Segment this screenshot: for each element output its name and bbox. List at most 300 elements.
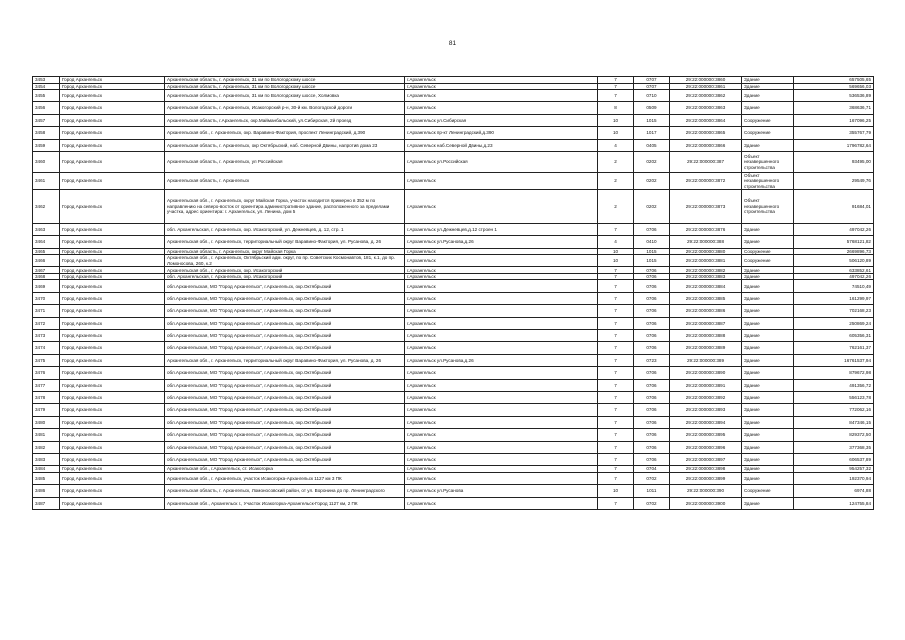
cell-row-number: 3469 xyxy=(33,280,60,292)
cell-value: 6974,88 xyxy=(794,485,874,497)
cell-location: г.Архангельск xyxy=(405,255,598,267)
cell-municipality: Город Архангельск xyxy=(60,466,165,473)
cell-address: обл.Архангельская, МО "Город Архангельск", г.Архангельск, окр.Октябрьский xyxy=(165,391,405,403)
cell-address: обл.Архангельская, МО "Город Архангельск", г.Архангельск, окр.Октябрьский xyxy=(165,429,405,441)
cell-location: г.Архангельск xyxy=(405,429,598,441)
cell-location: г.Архангельск xyxy=(405,379,598,391)
cell-group-code: 7 xyxy=(598,280,634,292)
cell-row-number: 3463 xyxy=(33,223,60,235)
cell-group-code: 7 xyxy=(598,267,634,274)
cell-row-number: 3453 xyxy=(33,77,60,84)
cell-address: обл.Архангельская, МО "Город Архангельск", г.Архангельск, окр.Октябрьский xyxy=(165,330,405,342)
cell-address: Архангельская обл., г. Архангельск, окр. Варавино-Фактория, проспект Ленинградский, д.390 xyxy=(165,127,405,139)
cell-address: Архангельская область, г.Архангельск, окр.Майманбальский, ул.Сибирская, 2й проезд xyxy=(165,114,405,126)
cell-municipality: Город Архангельск xyxy=(60,248,165,255)
cell-location: г.Архангельск xyxy=(405,330,598,342)
table-row xyxy=(33,404,874,416)
cell-value: 355767,79 xyxy=(794,127,874,139)
cell-group-code: 7 xyxy=(598,342,634,354)
cell-municipality: Город Архангельск xyxy=(60,77,165,84)
cell-row-number: 3485 xyxy=(33,472,60,484)
cell-row-number: 3482 xyxy=(33,441,60,453)
cell-cadastral-number: 29:22:000000:3899 xyxy=(670,472,742,484)
cell-object-type: Здание xyxy=(742,330,794,342)
cell-row-number: 3460 xyxy=(33,151,60,172)
cell-location: г.Архангельск xyxy=(405,102,598,114)
cell-location: г.Архангельск xyxy=(405,280,598,292)
cell-object-type: Здание xyxy=(742,292,794,304)
cell-subgroup-code: 0706 xyxy=(634,317,670,329)
table-row xyxy=(33,453,874,465)
cell-group-code: 7 xyxy=(598,404,634,416)
cell-address: Архангельская обл., г. Архангельск, окр. Исакогорский xyxy=(165,267,405,274)
cell-subgroup-code: 0707 xyxy=(634,77,670,84)
cell-group-code: 7 xyxy=(598,354,634,366)
cell-municipality: Город Архангельск xyxy=(60,429,165,441)
cell-location: г.Архангельск xyxy=(405,453,598,465)
cell-cadastral-number: 29:22:000000:3876 xyxy=(670,223,742,235)
cell-object-type: Здание xyxy=(742,83,794,90)
cell-group-code: 7 xyxy=(598,90,634,102)
cell-group-code: 7 xyxy=(598,273,634,280)
cell-municipality: Город Архангельск xyxy=(60,305,165,317)
cell-value: 74510,49 xyxy=(794,280,874,292)
cell-address: Архангельская область, г. Архангельск xyxy=(165,172,405,189)
cell-location: г.Архангельск xyxy=(405,189,598,223)
cell-row-number: 3470 xyxy=(33,292,60,304)
cell-location: г.Архангельск ул.Русанова xyxy=(405,485,598,497)
cell-address: Архангельская обл., Архангельск г., Участок Исакогорка-Архангельск-Город 1127 км, 2 ПК xyxy=(165,497,405,509)
cell-municipality: Город Архангельск xyxy=(60,189,165,223)
cell-value: 192370,94 xyxy=(794,472,874,484)
cell-location: г.Архангельск xyxy=(405,342,598,354)
cell-value: 16761537,94 xyxy=(794,354,874,366)
cell-location: г.Архангельск xyxy=(405,466,598,473)
cell-row-number: 3455 xyxy=(33,90,60,102)
cell-subgroup-code: 0723 xyxy=(634,354,670,366)
cell-subgroup-code: 0706 xyxy=(634,453,670,465)
cell-row-number: 3464 xyxy=(33,236,60,248)
cell-object-type: Сооружение xyxy=(742,127,794,139)
cell-object-type: Здание xyxy=(742,497,794,509)
cell-municipality: Город Архангельск xyxy=(60,342,165,354)
cell-group-code: 7 xyxy=(598,466,634,473)
cell-cadastral-number: 29:22:000000:3891 xyxy=(670,379,742,391)
cell-municipality: Город Архангельск xyxy=(60,391,165,403)
cell-subgroup-code: 0706 xyxy=(634,429,670,441)
cell-group-code: 7 xyxy=(598,305,634,317)
cell-subgroup-code: 0706 xyxy=(634,267,670,274)
cell-object-type: Сооружение xyxy=(742,114,794,126)
cell-address: обл.Архангельская, МО "Город Архангельск", г.Архангельск, окр.Октябрьский xyxy=(165,404,405,416)
cell-row-number: 3484 xyxy=(33,466,60,473)
cell-address: Архангельская область, г. Архангельск, Ломоносовский район, от ул. Воронина до пр. Ленинградского xyxy=(165,485,405,497)
cell-value: 569656,03 xyxy=(794,83,874,90)
cell-row-number: 3454 xyxy=(33,83,60,90)
cell-subgroup-code: 0706 xyxy=(634,280,670,292)
cell-address: обл. Архангельская, г. Архангельск, окр. Исакогорский xyxy=(165,273,405,280)
cell-group-code: 7 xyxy=(598,292,634,304)
cell-row-number: 3462 xyxy=(33,189,60,223)
cell-location: г.Архангельск xyxy=(405,391,598,403)
cell-location: г.Архангельск xyxy=(405,497,598,509)
cell-address: Архангельская обл., г. Архангельск, Октябрьский адм. округ, по пр. Советских Космонавтов, 181, к.1, до пр. Ломоносова, 260, к.2 xyxy=(165,255,405,267)
cell-value: 657505,65 xyxy=(794,77,874,84)
cell-cadastral-number: 29:22:000000:3900 xyxy=(670,497,742,509)
cell-row-number: 3475 xyxy=(33,354,60,366)
cell-location: г.Архангельск ул.Дежневцев,д.12 строен 1 xyxy=(405,223,598,235)
cell-subgroup-code: 0702 xyxy=(634,472,670,484)
cell-row-number: 3487 xyxy=(33,497,60,509)
cell-municipality: Город Архангельск xyxy=(60,151,165,172)
cell-cadastral-number: 29:22:000000:3888 xyxy=(670,330,742,342)
cell-subgroup-code: 0702 xyxy=(634,497,670,509)
cell-group-code: 7 xyxy=(598,429,634,441)
table-row xyxy=(33,354,874,366)
cell-address: Архангельская область, г. Архангельск, 31 км по Вологодскому шоссе xyxy=(165,77,405,84)
cell-location: г.Архангельск xyxy=(405,172,598,189)
table-row xyxy=(33,416,874,428)
cell-object-type: Здание xyxy=(742,342,794,354)
cell-value: 633852,61 xyxy=(794,267,874,274)
cell-address: обл.Архангельская, МО "Город Архангельск", г.Архангельск, окр.Октябрьский xyxy=(165,453,405,465)
cell-object-type: Сооружение xyxy=(742,248,794,255)
cell-subgroup-code: 1015 xyxy=(634,248,670,255)
cell-cadastral-number: 29:22:000000:3889 xyxy=(670,342,742,354)
cell-cadastral-number: 29:22:000000:3883 xyxy=(670,273,742,280)
cell-municipality: Город Архангельск xyxy=(60,497,165,509)
cell-row-number: 3477 xyxy=(33,379,60,391)
cell-cadastral-number: 29:22:000000:3895 xyxy=(670,429,742,441)
cell-municipality: Город Архангельск xyxy=(60,255,165,267)
cell-cadastral-number: 29:22:000000:3861 xyxy=(670,83,742,90)
cell-location: г.Архангельск xyxy=(405,248,598,255)
cell-row-number: 3480 xyxy=(33,416,60,428)
cell-object-type: Здание xyxy=(742,391,794,403)
cell-address: Архангельская обл., г. Архангельск, участок Исакогорка-Архангельск 1127 км 3 ПК xyxy=(165,472,405,484)
table-row xyxy=(33,429,874,441)
cell-group-code: 7 xyxy=(598,83,634,90)
cell-location: г.Архангельск ул.Сибирская xyxy=(405,114,598,126)
cell-location: г.Архангельск xyxy=(405,441,598,453)
cell-object-type: Здание xyxy=(742,267,794,274)
property-table xyxy=(32,76,874,510)
cell-object-type: Здание xyxy=(742,379,794,391)
cell-value: 762161,37 xyxy=(794,342,874,354)
cell-object-type: Здание xyxy=(742,404,794,416)
cell-cadastral-number: 29:22:000000:390 xyxy=(670,485,742,497)
cell-location: г.Архангельск ул.Русанова,д.26 xyxy=(405,236,598,248)
cell-subgroup-code: 1011 xyxy=(634,485,670,497)
cell-object-type: Сооружение xyxy=(742,255,794,267)
cell-subgroup-code: 0706 xyxy=(634,367,670,379)
cell-value: 847346,15 xyxy=(794,416,874,428)
cell-address: обл.Архангельская, МО "Город Архангельск", г.Архангельск, окр.Октябрьский xyxy=(165,280,405,292)
cell-value: 497042,26 xyxy=(794,223,874,235)
cell-subgroup-code: 0706 xyxy=(634,330,670,342)
table-row xyxy=(33,485,874,497)
cell-value: 2669896,73 xyxy=(794,248,874,255)
cell-subgroup-code: 0706 xyxy=(634,292,670,304)
cell-cadastral-number: 29:22:000000:389 xyxy=(670,354,742,366)
cell-location: г.Архангельск xyxy=(405,292,598,304)
cell-value: 606537,89 xyxy=(794,453,874,465)
cell-value: 161299,97 xyxy=(794,292,874,304)
cell-municipality: Город Архангельск xyxy=(60,416,165,428)
cell-location: г.Архангельск xyxy=(405,90,598,102)
cell-cadastral-number: 29:22:000000:3880 xyxy=(670,248,742,255)
cell-group-code: 7 xyxy=(598,379,634,391)
cell-subgroup-code: 1015 xyxy=(634,255,670,267)
cell-value: 93495,00 xyxy=(794,151,874,172)
cell-address: обл.Архангельская, МО "Город Архангельск", г.Архангельск, окр.Октябрьский xyxy=(165,416,405,428)
cell-cadastral-number: 29:22:000000:3882 xyxy=(670,267,742,274)
cell-cadastral-number: 29:22:000000:3896 xyxy=(670,441,742,453)
cell-group-code: 7 xyxy=(598,416,634,428)
table-row xyxy=(33,317,874,329)
cell-municipality: Город Архангельск xyxy=(60,236,165,248)
cell-subgroup-code: 0706 xyxy=(634,273,670,280)
cell-group-code: 7 xyxy=(598,317,634,329)
cell-location: г.Архангельск пр-кт Ленинградский,д.390 xyxy=(405,127,598,139)
cell-value: 497042,26 xyxy=(794,273,874,280)
cell-group-code: 2 xyxy=(598,189,634,223)
cell-object-type: Здание xyxy=(742,77,794,84)
cell-value: 368636,71 xyxy=(794,102,874,114)
cell-object-type: Здание xyxy=(742,90,794,102)
cell-row-number: 3483 xyxy=(33,453,60,465)
cell-row-number: 3461 xyxy=(33,172,60,189)
table-row xyxy=(33,189,874,223)
cell-object-type: Здание xyxy=(742,429,794,441)
cell-cadastral-number: 29:22:000000:3862 xyxy=(670,90,742,102)
cell-address: обл.Архангельская, МО "Город Архангельск", г.Архангельск, окр.Октябрьский xyxy=(165,317,405,329)
cell-address: Архангельская область, г. Архангельск, ул Российская xyxy=(165,151,405,172)
cell-cadastral-number: 29:22:000000:3864 xyxy=(670,114,742,126)
cell-object-type: Здание xyxy=(742,367,794,379)
cell-object-type: Здание xyxy=(742,354,794,366)
cell-value: 377368,35 xyxy=(794,441,874,453)
cell-cadastral-number: 29:22:000000:3863 xyxy=(670,102,742,114)
table-row xyxy=(33,305,874,317)
cell-address: Архангельская обл., г. Архангельск, территориальный округ Варавино-Фактория, ул. Русанова, д. 26 xyxy=(165,236,405,248)
cell-value: 5768121,82 xyxy=(794,236,874,248)
cell-group-code: 7 xyxy=(598,472,634,484)
cell-object-type: Здание xyxy=(742,453,794,465)
cell-value: 250869,24 xyxy=(794,317,874,329)
cell-value: 1796782,64 xyxy=(794,139,874,151)
cell-municipality: Город Архангельск xyxy=(60,83,165,90)
cell-subgroup-code: 0405 xyxy=(634,139,670,151)
cell-location: г.Архангельск xyxy=(405,267,598,274)
table-row xyxy=(33,280,874,292)
cell-location: г.Архангельск ул.Русанова,д.26 xyxy=(405,354,598,366)
cell-cadastral-number: 29:22:000000:3890 xyxy=(670,367,742,379)
cell-object-type: Здание xyxy=(742,280,794,292)
cell-subgroup-code: 0706 xyxy=(634,305,670,317)
cell-location: г.Архангельск xyxy=(405,404,598,416)
cell-row-number: 3468 xyxy=(33,273,60,280)
cell-municipality: Город Архангельск xyxy=(60,90,165,102)
cell-object-type: Здание xyxy=(742,416,794,428)
cell-location: г.Архангельск xyxy=(405,273,598,280)
cell-cadastral-number: 29:22:000000:3884 xyxy=(670,280,742,292)
cell-group-code: 10 xyxy=(598,255,634,267)
cell-row-number: 3481 xyxy=(33,429,60,441)
cell-row-number: 3479 xyxy=(33,404,60,416)
cell-cadastral-number: 29:22:000000:3886 xyxy=(670,305,742,317)
cell-group-code: 4 xyxy=(598,236,634,248)
cell-location: г.Архангельск xyxy=(405,77,598,84)
cell-group-code: 7 xyxy=(598,77,634,84)
cell-location: г.Архангельск xyxy=(405,367,598,379)
cell-cadastral-number: 29:22:000000:3892 xyxy=(670,391,742,403)
cell-subgroup-code: 0706 xyxy=(634,391,670,403)
cell-cadastral-number: 29:22:000000:3881 xyxy=(670,255,742,267)
table-row xyxy=(33,223,874,235)
cell-location: г.Архангельск ул.Российская xyxy=(405,151,598,172)
cell-row-number: 3471 xyxy=(33,305,60,317)
cell-object-type: Объект незавершенного строительства xyxy=(742,189,794,223)
cell-value: 124755,84 xyxy=(794,497,874,509)
cell-municipality: Город Архангельск xyxy=(60,102,165,114)
cell-municipality: Город Архангельск xyxy=(60,317,165,329)
cell-value: 167096,25 xyxy=(794,114,874,126)
cell-municipality: Город Архангельск xyxy=(60,367,165,379)
cell-subgroup-code: 0706 xyxy=(634,379,670,391)
cell-subgroup-code: 0410 xyxy=(634,236,670,248)
cell-group-code: 7 xyxy=(598,441,634,453)
cell-group-code: 7 xyxy=(598,497,634,509)
cell-object-type: Здание xyxy=(742,305,794,317)
cell-location: г.Архангельск xyxy=(405,416,598,428)
table-row xyxy=(33,472,874,484)
cell-row-number: 3473 xyxy=(33,330,60,342)
cell-value: 829372,50 xyxy=(794,429,874,441)
cell-address: обл.Архангельская, МО "Город Архангельск", г.Архангельск, окр.Октябрьский xyxy=(165,379,405,391)
table-row xyxy=(33,151,874,172)
cell-value: 879672,98 xyxy=(794,367,874,379)
cell-cadastral-number: 29:22:000000:3897 xyxy=(670,453,742,465)
cell-group-code: 7 xyxy=(598,367,634,379)
cell-object-type: Здание xyxy=(742,139,794,151)
cell-row-number: 3486 xyxy=(33,485,60,497)
cell-address: обл.Архангельская, МО "Город Архангельск", г.Архангельск, окр.Октябрьский xyxy=(165,292,405,304)
cell-group-code: 2 xyxy=(598,172,634,189)
cell-location: г.Архангельск xyxy=(405,305,598,317)
cell-cadastral-number: 29:22:000000:3898 xyxy=(670,466,742,473)
cell-cadastral-number: 29:22:000000:3860 xyxy=(670,77,742,84)
cell-address: Архангельская область, г. Архангельск, 31 км по Вологодскому шоссе, Холмовка xyxy=(165,90,405,102)
cell-municipality: Город Архангельск xyxy=(60,139,165,151)
cell-address: обл. Архангельская, г. Архангельск, окр. Исакогорский, ул. Дежневцев, д. 12, стр. 1 xyxy=(165,223,405,235)
cell-location: г.Архангельск xyxy=(405,83,598,90)
cell-row-number: 3476 xyxy=(33,367,60,379)
cell-subgroup-code: 0509 xyxy=(634,102,670,114)
cell-row-number: 3474 xyxy=(33,342,60,354)
cell-value: 491356,72 xyxy=(794,379,874,391)
cell-address: обл.Архангельская, МО "Город Архангельск", г.Архангельск, окр.Октябрьский xyxy=(165,367,405,379)
cell-group-code: 8 xyxy=(598,102,634,114)
cell-address: Архангельская область, г. Архангельск, 31 км по Вологодскому шоссе xyxy=(165,83,405,90)
cell-municipality: Город Архангельск xyxy=(60,172,165,189)
cell-group-code: 10 xyxy=(598,127,634,139)
cell-subgroup-code: 0706 xyxy=(634,441,670,453)
cell-object-type: Сооружение xyxy=(742,485,794,497)
cell-cadastral-number: 29:22:000000:387 xyxy=(670,151,742,172)
cell-row-number: 3459 xyxy=(33,139,60,151)
cell-municipality: Город Архангельск xyxy=(60,485,165,497)
cell-value: 954257,32 xyxy=(794,466,874,473)
cell-location: г.Архангельск xyxy=(405,472,598,484)
table-row xyxy=(33,497,874,509)
cell-row-number: 3457 xyxy=(33,114,60,126)
cell-value: 536536,89 xyxy=(794,90,874,102)
table-row xyxy=(33,255,874,267)
cell-subgroup-code: 1015 xyxy=(634,114,670,126)
cell-address: Архангельская обл., г. Архангельск, округ Майская Горка, участок находится примерно в 352 м по направлению на северо-восток от ориентира административное здание, расположенного за пределами участка, адрес ориентира: г. Архангельск, ул. Ленина, дом 5 xyxy=(165,189,405,223)
cell-object-type: Объект незавершенного строительства xyxy=(742,172,794,189)
page-number: 81 xyxy=(448,40,457,47)
cell-municipality: Город Архангельск xyxy=(60,472,165,484)
cell-value: 29549,76 xyxy=(794,172,874,189)
cell-municipality: Город Архангельск xyxy=(60,330,165,342)
cell-municipality: Город Архангельск xyxy=(60,354,165,366)
cell-subgroup-code: 0706 xyxy=(634,223,670,235)
cell-subgroup-code: 0202 xyxy=(634,151,670,172)
table-row xyxy=(33,391,874,403)
cell-value: 506120,89 xyxy=(794,255,874,267)
cell-subgroup-code: 0704 xyxy=(634,466,670,473)
table-row xyxy=(33,102,874,114)
cell-municipality: Город Архангельск xyxy=(60,223,165,235)
cell-cadastral-number: 29:22:000000:3887 xyxy=(670,317,742,329)
table-body xyxy=(33,77,874,510)
cell-subgroup-code: 0706 xyxy=(634,416,670,428)
cell-group-code: 7 xyxy=(598,223,634,235)
cell-row-number: 3472 xyxy=(33,317,60,329)
cell-group-code: 7 xyxy=(598,453,634,465)
cell-row-number: 3466 xyxy=(33,255,60,267)
cell-group-code: 10 xyxy=(598,248,634,255)
table-row xyxy=(33,292,874,304)
cell-cadastral-number: 29:22:000000:3885 xyxy=(670,292,742,304)
cell-value: 556123,78 xyxy=(794,391,874,403)
cell-object-type: Здание xyxy=(742,466,794,473)
cell-row-number: 3458 xyxy=(33,127,60,139)
cell-address: обл.Архангельская, МО "Город Архангельск", г.Архангельск, окр.Октябрьский xyxy=(165,305,405,317)
table-row xyxy=(33,127,874,139)
cell-value: 702168,23 xyxy=(794,305,874,317)
cell-address: Архангельская обл., г. Архангельск, территориальный округ Варавино-Фактория, ул. Русанова, д. 26 xyxy=(165,354,405,366)
cell-cadastral-number: 29:22:000000:3865 xyxy=(670,127,742,139)
cell-cadastral-number: 29:22:000000:3872 xyxy=(670,172,742,189)
cell-object-type: Объект незавершенного строительства xyxy=(742,151,794,172)
table-row xyxy=(33,441,874,453)
cell-row-number: 3478 xyxy=(33,391,60,403)
cell-municipality: Город Архангельск xyxy=(60,127,165,139)
cell-cadastral-number: 29:22:000000:3893 xyxy=(670,404,742,416)
cell-row-number: 3456 xyxy=(33,102,60,114)
cell-municipality: Город Архангельск xyxy=(60,404,165,416)
cell-cadastral-number: 29:22:000000:3894 xyxy=(670,416,742,428)
cell-group-code: 2 xyxy=(598,151,634,172)
cell-subgroup-code: 0706 xyxy=(634,342,670,354)
cell-value: 605356,31 xyxy=(794,330,874,342)
cell-group-code: 7 xyxy=(598,330,634,342)
table-row xyxy=(33,367,874,379)
cell-object-type: Здание xyxy=(742,273,794,280)
